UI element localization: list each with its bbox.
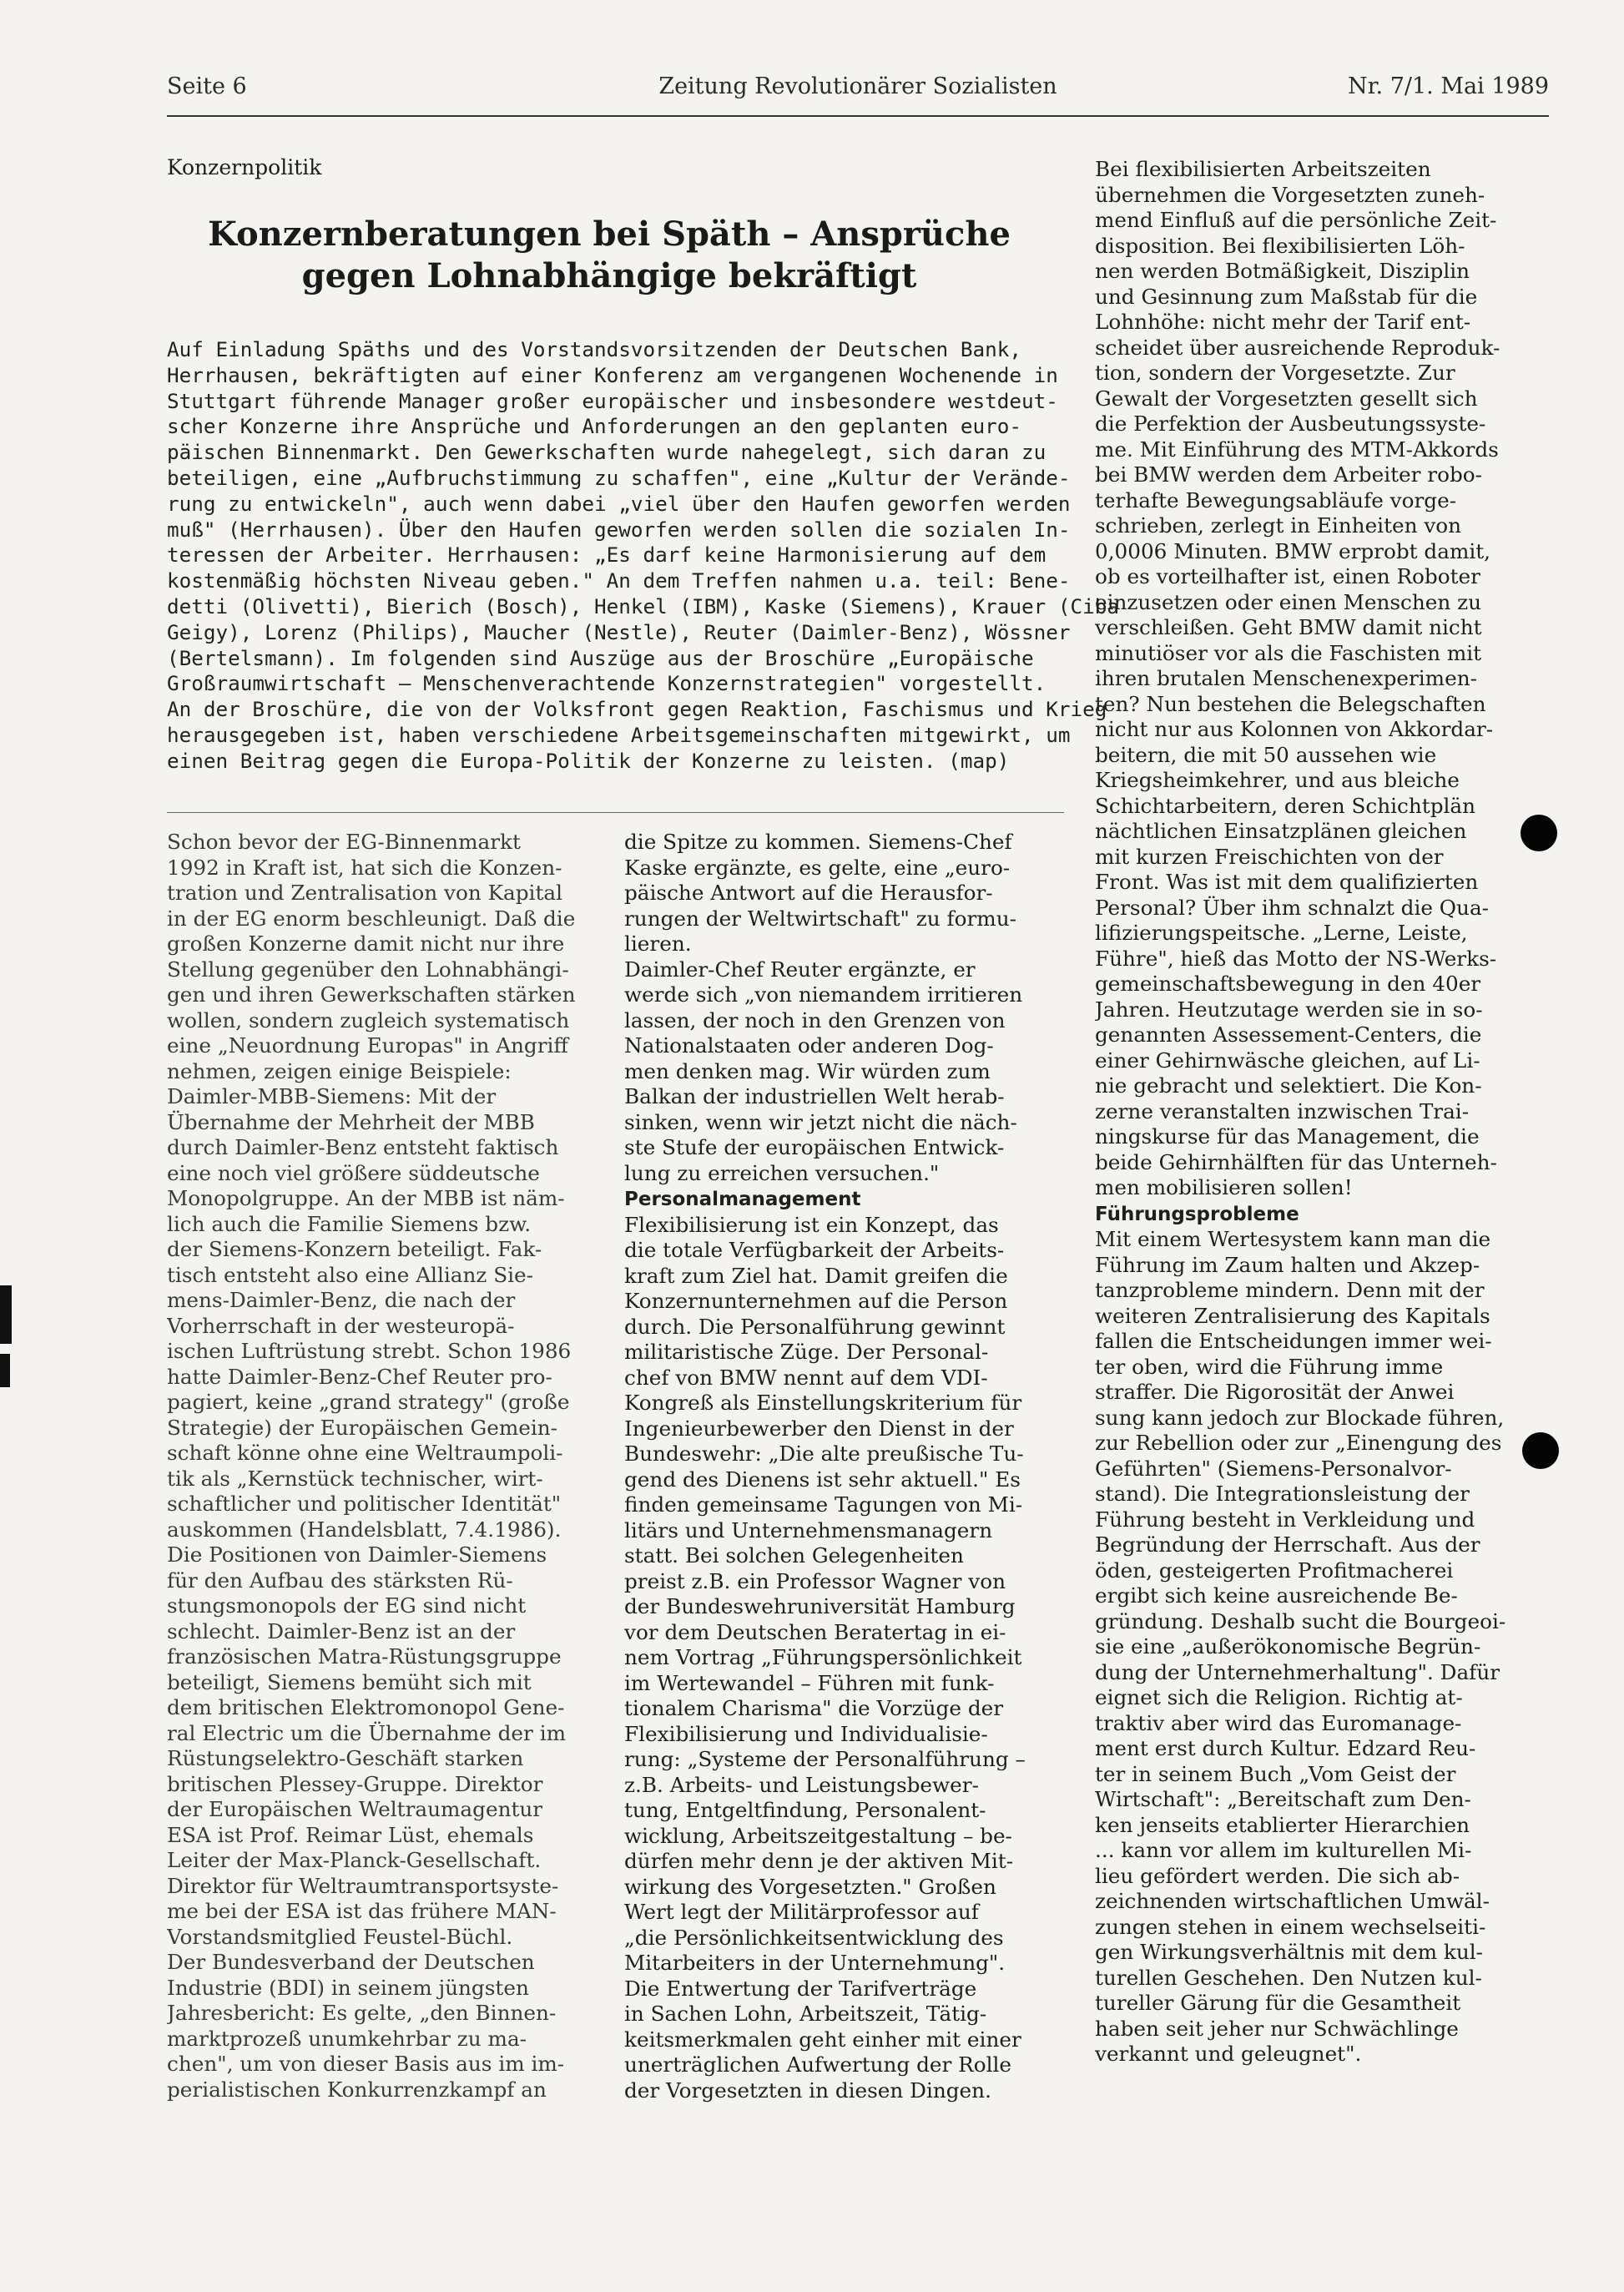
text-line: vor dem Deutschen Beratertag in ei-: [624, 1619, 1006, 1644]
text-line: Herrhausen, bekräftigten auf einer Konferenz am vergangenen Wochenende in: [167, 362, 1058, 387]
text-line: keitsmerkmalen geht einher mit einer: [624, 2027, 1021, 2052]
text-line: die totale Verfügbarkeit der Arbeits-: [624, 1238, 1005, 1262]
text-line: Personal? Über ihm schnalzt die Qua-: [1095, 895, 1490, 920]
text-line: eine noch viel größere süddeutsche: [167, 1160, 540, 1185]
text-line: terhafte Bewegungsabläufe vorge-: [1095, 487, 1457, 512]
section-rubric: Konzernpolitik: [167, 155, 322, 179]
text-line: durch Daimler-Benz entsteht faktisch: [167, 1135, 559, 1159]
text-line: die Perfektion der Ausbeutungssyste-: [1095, 411, 1486, 436]
text-line: verschleißen. Geht BMW damit nicht: [1095, 615, 1482, 639]
text-line: der Bundeswehruniversität Hamburg: [624, 1594, 1016, 1618]
text-line: Flexibilisierung ist ein Konzept, das: [624, 1212, 999, 1237]
text-line: Schichtarbeitern, deren Schichtplän: [1095, 793, 1476, 818]
text-line: unerträglichen Aufwertung der Rolle: [624, 2052, 1012, 2077]
text-line: (Bertelsmann). Im folgenden sind Auszüge aus der Broschüre „Europäische: [167, 645, 1034, 670]
text-line: haben seit jeher nur Schwächlinge: [1095, 2016, 1459, 2041]
text-line: zeichnenden wirtschaftlichen Umwäl-: [1095, 1889, 1490, 1913]
text-line: und Gesinnung zum Maßstab für die: [1095, 284, 1478, 309]
issue-date: Nr. 7/1. Mai 1989: [1347, 73, 1549, 99]
text-line: der Europäischen Weltraumagentur: [167, 1797, 543, 1821]
text-line: ter in seinem Buch „Vom Geist der: [1095, 1761, 1456, 1786]
punch-hole-mark: [1522, 1432, 1559, 1469]
text-line: gen und ihren Gewerkschaften stärken: [167, 982, 576, 1007]
text-line: der Siemens-Konzern beteiligt. Fak-: [167, 1237, 542, 1261]
newspaper-title: Zeitung Revolutionärer Sozialisten: [658, 73, 1057, 99]
text-line: lieu gefördert werden. Die sich ab-: [1095, 1863, 1460, 1888]
text-line: men denken mag. Wir würden zum: [624, 1058, 991, 1083]
text-line: mit kurzen Freischichten von der: [1095, 844, 1444, 869]
headline-line: Konzernberatungen bei Späth – Ansprüche: [208, 215, 1011, 254]
text-line: hatte Daimler-Benz-Chef Reuter pro-: [167, 1364, 552, 1389]
text-line: bei BMW werden dem Arbeiter robo-: [1095, 462, 1482, 487]
text-line: Übernahme der Mehrheit der MBB: [167, 1109, 535, 1134]
scan-edge-mark: [0, 1354, 10, 1387]
text-line: scher Konzerne ihre Ansprüche und Anforderungen an den geplanten euro-: [167, 414, 1021, 439]
text-line: lassen, der noch in den Grenzen von: [624, 1007, 1006, 1032]
headline-line: gegen Lohnabhängige bekräftigt: [301, 256, 917, 295]
header-rule: [167, 115, 1549, 117]
text-line: straffer. Die Rigorosität der Anwei: [1095, 1380, 1455, 1404]
text-line: lung zu erreichen versuchen.": [624, 1160, 940, 1185]
text-line: Industrie (BDI) in seinem jüngsten: [167, 1975, 529, 2000]
text-line: Kaske ergänzte, es gelte, eine „euro-: [624, 855, 1011, 880]
text-line: An der Broschüre, die von der Volksfront gegen Reaktion, Faschismus und Krieg: [167, 697, 1107, 722]
page-number: Seite 6: [167, 73, 247, 99]
text-line: perialistischen Konkurrenzkampf an: [167, 2077, 547, 2102]
text-line: lich auch die Familie Siemens bzw.: [167, 1211, 532, 1236]
text-line: Nationalstaaten oder anderen Dog-: [624, 1033, 994, 1058]
text-line: wirkung des Vorgesetzten." Großen: [624, 1874, 996, 1899]
text-line: gen Wirkungsverhältnis mit dem kul-: [1095, 1940, 1483, 1964]
text-line: Kongreß als Einstellungskriterium für: [624, 1391, 1022, 1415]
text-line: öden, gesteigerten Profitmacherei: [1095, 1557, 1454, 1583]
text-line: detti (Olivetti), Bierich (Bosch), Henkel (IBM), Kaske (Siemens), Krauer (Ciba: [167, 593, 1119, 618]
text-line: Führe", hieß das Motto der NS-Werks-: [1095, 946, 1497, 971]
text-line: in Sachen Lohn, Arbeitszeit, Tätig-: [624, 2002, 987, 2026]
text-line: päischen Binnenmarkt. Den Gewerkschaften wurde nahegelegt, sich daran zu: [167, 440, 1047, 465]
text-line: verkannt und geleugnet".: [1095, 2042, 1362, 2066]
text-line: Begründung der Herrschaft. Aus der: [1095, 1532, 1480, 1557]
text-line: Stellung gegenüber den Lohnabhängi-: [167, 957, 569, 982]
text-line: schaftlicher und politischer Identität": [167, 1492, 562, 1516]
text-line: preist z.B. ein Professor Wagner von: [624, 1568, 1006, 1593]
text-line: mens-Daimler-Benz, die nach der: [167, 1288, 516, 1312]
text-line: Geführten" (Siemens-Personalvor-: [1095, 1456, 1452, 1481]
text-line: päische Antwort auf die Herausfor-: [624, 881, 993, 905]
text-line: tik als „Kernstück technischer, wirt-: [167, 1466, 543, 1491]
text-line: Leiter der Max-Planck-Gesellschaft.: [167, 1848, 542, 1872]
text-line: marktprozeß unumkehrbar zu ma-: [167, 2026, 527, 2051]
text-line: Bundeswehr: „Die alte preußische Tu-: [624, 1441, 1024, 1466]
page-header: [167, 73, 1549, 114]
text-line: kraft zum Ziel hat. Damit greifen die: [624, 1263, 1008, 1288]
text-line: muß" (Herrhausen). Über den Haufen geworfen werden sollen die sozialen In-: [167, 517, 1071, 542]
text-line: französischen Matra-Rüstungsgruppe: [167, 1644, 562, 1669]
text-line: stand). Die Integrationsleistung der: [1095, 1482, 1470, 1506]
text-line: Monopolgruppe. An der MBB ist näm-: [167, 1186, 565, 1210]
text-line: nem Vortrag „Führungspersönlichkeit: [624, 1645, 1022, 1669]
text-line: pagiert, keine „grand strategy" (große: [167, 1390, 570, 1414]
text-line: ken jenseits etablierter Hierarchien: [1095, 1812, 1470, 1837]
scan-edge-mark: [0, 1285, 12, 1344]
text-line: weiteren Zentralisierung des Kapitals: [1095, 1303, 1490, 1328]
text-line: finden gemeinsame Tagungen von Mi-: [624, 1492, 1023, 1517]
text-line: für den Aufbau des stärksten Rü-: [167, 1568, 513, 1593]
text-line: „die Persönlichkeitsentwicklung des: [624, 1925, 1004, 1950]
text-line: ... kann vor allem im kulturellen Mi-: [1095, 1838, 1472, 1862]
text-line: turellen Geschehen. Den Nutzen kul-: [1095, 1965, 1482, 1990]
text-line: sung kann jedoch zur Blockade führen,: [1095, 1405, 1505, 1430]
text-line: Stuttgart führende Manager großer europäischer und insbesondere westdeut-: [167, 388, 1058, 413]
text-line: Großraumwirtschaft – Menschenverachtende Konzernstrategien" vorgestellt.: [167, 671, 1047, 696]
text-line: Vorherrschaft in der westeuropä-: [167, 1313, 515, 1338]
text-line: schaft könne ohne eine Weltraumpoli-: [167, 1441, 563, 1465]
text-column-2: [624, 830, 1058, 2103]
text-line: Die Entwertung der Tarifverträge: [624, 1976, 977, 2001]
text-column-1: [167, 830, 601, 2103]
text-line: mend Einfluß auf die persönliche Zeit-: [1095, 208, 1497, 232]
text-line: Kriegsheimkehrer, und aus bleiche: [1095, 768, 1460, 792]
text-line: eignet sich die Religion. Richtig at-: [1095, 1685, 1463, 1709]
text-line: kostenmäßig höchsten Niveau geben." An dem Treffen nahmen u.a. teil: Bene-: [167, 568, 1071, 593]
text-line: dürfen mehr denn je der aktiven Mit-: [624, 1849, 1014, 1873]
article-headline: [167, 214, 1052, 297]
text-line: litärs und Unternehmensmanagern: [624, 1517, 993, 1542]
text-line: Bei flexibilisierten Arbeitszeiten: [1095, 157, 1431, 181]
text-line: zur Rebellion oder zur „Einengung des: [1095, 1431, 1502, 1455]
text-line: Konzernunternehmen auf die Person: [624, 1289, 1008, 1313]
text-line: schrieben, zerlegt in Einheiten von: [1095, 513, 1462, 538]
text-line: Jahresbericht: Es gelte, „den Binnen-: [167, 2001, 557, 2025]
text-line: Strategie) der Europäischen Gemein-: [167, 1415, 557, 1440]
punch-hole-mark: [1521, 815, 1557, 851]
text-line: gemeinschaftsbewegung in den 40er: [1095, 972, 1481, 996]
text-line: traktiv aber wird das Euromanage-: [1095, 1710, 1462, 1735]
text-line: ste Stufe der europäischen Entwick-: [624, 1135, 1005, 1159]
text-line: tionalem Charisma" die Vorzüge der: [624, 1696, 1004, 1720]
text-line: tung, Entgeltfindung, Personalent-: [624, 1798, 986, 1822]
lead-divider: [167, 812, 1064, 813]
text-line: teressen der Arbeiter. Herrhausen: „Es darf keine Harmonisierung auf dem: [167, 543, 1047, 568]
text-line: 1992 in Kraft ist, hat sich die Konzen-: [167, 855, 562, 880]
text-line: britischen Plessey-Gruppe. Direktor: [167, 1771, 543, 1796]
text-line: wollen, sondern zugleich systematisch: [167, 1007, 570, 1032]
text-line: schlecht. Daimler-Benz ist an der: [167, 1618, 516, 1643]
text-line: Ingenieurbewerber den Dienst in der: [624, 1416, 1014, 1441]
text-line: Auf Einladung Späths und des Vorstandsvorsitzenden der Deutschen Bank,: [167, 337, 1021, 361]
text-line: nächtlichen Einsatzplänen gleichen: [1095, 819, 1467, 843]
text-line: Lohnhöhe: nicht mehr der Tarif ent-: [1095, 310, 1471, 334]
text-line: Direktor für Weltraumtransportsyste-: [167, 1873, 559, 1898]
text-line: nicht nur aus Kolonnen von Akkordar-: [1095, 717, 1494, 741]
text-line: Geigy), Lorenz (Philips), Maucher (Nestle), Reuter (Daimler-Benz), Wössner: [167, 619, 1071, 644]
text-line: einen Beitrag gegen die Europa-Politik der Konzerne zu leisten. (map): [167, 748, 1010, 773]
text-line: nie gebracht und selektiert. Die Kon-: [1095, 1073, 1482, 1098]
text-line: ral Electric um die Übernahme der im: [167, 1720, 566, 1745]
text-line: Wirtschaft": „Bereitschaft zum Den-: [1095, 1787, 1471, 1811]
text-line: ihren brutalen Menschenexperimen-: [1095, 666, 1477, 690]
text-line: ter oben, wird die Führung imme: [1095, 1354, 1444, 1379]
text-line: Flexibilisierung und Individualisie-: [624, 1721, 988, 1746]
text-line: sinken, wenn wir jetzt nicht die näch-: [624, 1109, 1017, 1134]
text-line: beteiligen, eine „Aufbruchstimmung zu schaffen", eine „Kultur der Verände-: [167, 465, 1071, 490]
text-line: gend des Dienens ist sehr aktuell." Es: [624, 1467, 1021, 1492]
text-line: Die Positionen von Daimler-Siemens: [167, 1542, 547, 1567]
text-line: statt. Bei solchen Gelegenheiten: [624, 1543, 964, 1568]
text-line: tureller Gärung für die Gesamtheit: [1095, 1991, 1461, 2015]
text-line: nen werden Botmäßigkeit, Disziplin: [1095, 259, 1470, 283]
text-line: rung zu entwickeln", auch wenn dabei „viel über den Haufen geworfen werden: [167, 491, 1071, 516]
text-line: ischen Luftrüstung strebt. Schon 1986: [167, 1339, 572, 1363]
text-line: Balkan der industriellen Welt herab-: [624, 1084, 1005, 1108]
subheading: Personalmanagement: [624, 1189, 861, 1210]
text-line: tion, sondern der Vorgesetzte. Zur: [1095, 361, 1455, 385]
text-line: [1095, 1201, 1536, 1228]
text-line: Führung besteht in Verkleidung und: [1095, 1507, 1475, 1532]
text-line: großen Konzerne damit nicht nur ihre: [167, 931, 565, 956]
text-line: minutiöser vor als die Faschisten mit: [1095, 640, 1482, 665]
text-line: herausgegeben ist, haben verschiedene Arbeitsgemeinschaften mitgewirkt, um: [167, 722, 1071, 747]
text-line: übernehmen die Vorgesetzten zuneh-: [1095, 182, 1485, 207]
text-line: im Wertewandel – Führen mit funk-: [624, 1670, 995, 1695]
text-line: ob es vorteilhafter ist, einen Roboter: [1095, 564, 1480, 588]
text-line: zerne veranstalten inzwischen Trai-: [1095, 1098, 1470, 1123]
text-line: gründung. Deshalb sucht die Bourgeoi-: [1095, 1608, 1506, 1633]
text-line: chen", um von dieser Basis aus im im-: [167, 2052, 565, 2076]
text-line: scheidet über ausreichende Reproduk-: [1095, 335, 1500, 360]
text-line: durch. Die Personalführung gewinnt: [624, 1314, 1006, 1339]
text-line: die Spitze zu kommen. Siemens-Chef: [624, 830, 1012, 854]
text-line: beitern, die mit 50 aussehen wie: [1095, 742, 1437, 767]
text-line: me. Mit Einführung des MTM-Akkords: [1095, 437, 1499, 462]
text-line: fallen die Entscheidungen immer wei-: [1095, 1329, 1492, 1353]
text-line: Der Bundesverband der Deutschen: [167, 1950, 535, 1974]
text-line: z.B. Arbeits- und Leistungsbewer-: [624, 1772, 979, 1797]
text-line: Mitarbeiters in der Unternehmung".: [624, 1951, 1006, 1975]
text-line: Rüstungselektro-Geschäft starken: [167, 1746, 524, 1770]
text-line: stungsmonopols der EG sind nicht: [167, 1593, 527, 1618]
text-line: Jahren. Heutzutage werden sie in so-: [1095, 997, 1483, 1022]
text-line: wicklung, Arbeitszeitgestaltung – be-: [624, 1823, 1012, 1848]
text-line: zungen stehen in einem wechselseiti-: [1095, 1914, 1486, 1939]
text-line: dung der Unternehmerhaltung". Dafür: [1095, 1659, 1500, 1684]
subheading: Führungsprobleme: [1095, 1203, 1299, 1225]
text-line: ergibt sich keine ausreichende Be-: [1095, 1583, 1458, 1608]
text-line: disposition. Bei flexibilisierten Löh-: [1095, 233, 1465, 258]
text-line: einzusetzen oder einen Menschen zu: [1095, 589, 1482, 614]
text-line: Daimler-MBB-Siemens: Mit der: [167, 1084, 497, 1108]
text-line: genannten Assessement-Centers, die: [1095, 1022, 1482, 1047]
text-line: ten? Nun bestehen die Belegschaften: [1095, 691, 1486, 716]
text-line: Front. Was ist mit dem qualifizierten: [1095, 870, 1479, 894]
text-line: men mobilisieren sollen!: [1095, 1175, 1353, 1199]
article-lead: [167, 337, 1119, 775]
text-line: sie eine „außerökonomische Begrün-: [1095, 1634, 1481, 1658]
text-line: nehmen, zeigen einige Beispiele:: [167, 1058, 512, 1083]
text-line: [624, 1186, 1058, 1213]
text-line: der Vorgesetzten in diesen Dingen.: [624, 2077, 991, 2103]
text-line: rung: „Systeme der Personalführung –: [624, 1747, 1026, 1771]
text-line: chef von BMW nennt auf dem VDI-: [624, 1365, 988, 1390]
text-line: rungen der Weltwirtschaft" zu formu-: [624, 906, 1016, 931]
text-line: 0,0006 Minuten. BMW erprobt damit,: [1095, 538, 1491, 563]
text-line: dem britischen Elektromonopol Gene-: [167, 1695, 565, 1719]
text-line: Daimler-Chef Reuter ergänzte, er: [624, 957, 976, 982]
text-line: me bei der ESA ist das frühere MAN-: [167, 1899, 557, 1923]
text-line: auskommen (Handelsblatt, 7.4.1986).: [167, 1517, 562, 1542]
text-line: werde sich „von niemandem irritieren: [624, 982, 1023, 1007]
text-line: Schon bevor der EG-Binnenmarkt: [167, 830, 521, 854]
text-line: ningskurse für das Management, die: [1095, 1124, 1480, 1149]
text-line: lieren.: [624, 931, 692, 956]
text-line: Führung im Zaum halten und Akzep-: [1095, 1252, 1480, 1277]
text-line: Wert legt der Militärprofessor auf: [624, 1900, 979, 1924]
text-line: ESA ist Prof. Reimar Lüst, ehemals: [167, 1822, 534, 1847]
text-line: eine „Neuordnung Europas" in Angriff: [167, 1033, 568, 1058]
text-line: tanzprobleme mindern. Denn mit der: [1095, 1278, 1485, 1302]
text-line: Mit einem Wertesystem kann man die: [1095, 1227, 1491, 1251]
text-line: Vorstandsmitglied Feustel-Büchl.: [167, 1924, 513, 1949]
text-line: tration und Zentralisation von Kapital: [167, 881, 562, 905]
text-line: militaristische Züge. Der Personal-: [624, 1340, 989, 1364]
text-line: in der EG enorm beschleunigt. Daß die: [167, 906, 576, 931]
text-line: Gewalt der Vorgesetzten gesellt sich: [1095, 386, 1478, 411]
text-line: beide Gehirnhälften für das Unterneh-: [1095, 1149, 1497, 1174]
text-line: ment erst durch Kultur. Edzard Reu-: [1095, 1736, 1476, 1760]
text-column-3: [1095, 157, 1536, 2067]
text-line: einer Gehirnwäsche gleichen, auf Li-: [1095, 1048, 1480, 1073]
text-line: tisch entsteht also eine Allianz Sie-: [167, 1262, 533, 1287]
text-line: lifizierungspeitsche. „Lerne, Leiste,: [1095, 921, 1468, 945]
text-line: beteiligt, Siemens bemüht sich mit: [167, 1669, 532, 1694]
